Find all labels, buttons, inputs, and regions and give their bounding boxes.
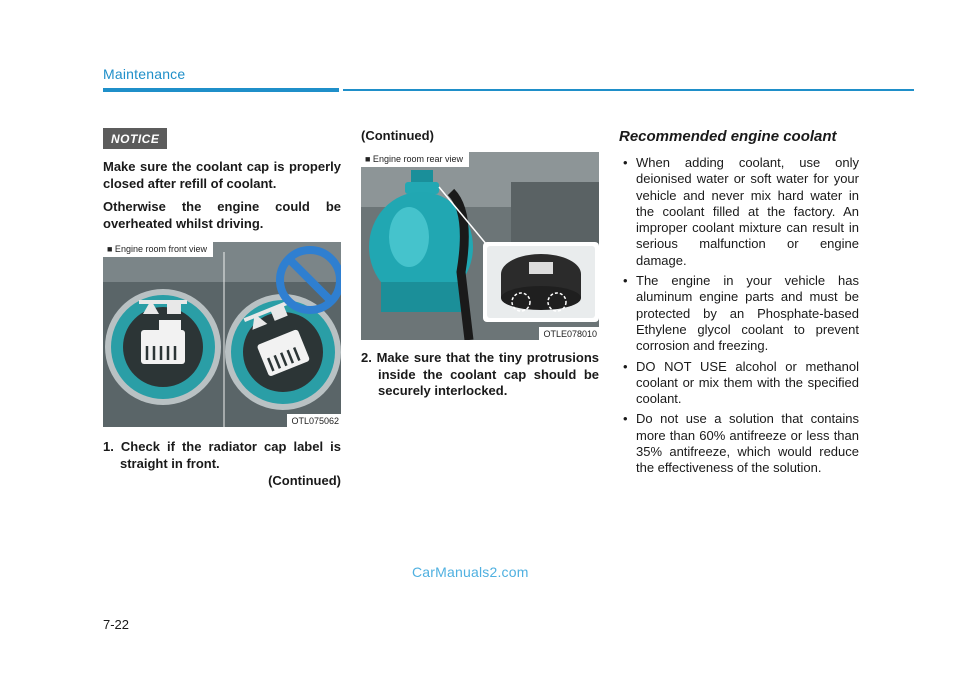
list-item: • Do not use a solution that contains more than 60% antifreeze or less than 35% antifreeze, which would reduce the effectiveness of the solution. — [623, 411, 859, 476]
watermark-link[interactable]: CarManuals2.com — [412, 564, 529, 580]
step-2-text: 2. Make sure that the tiny protrusions inside the coolant cap should be securely interlocked. — [361, 350, 599, 398]
header-rule-thin — [343, 89, 914, 91]
continued-title: (Continued) — [361, 128, 434, 143]
figure-caption: ■ Engine room front view — [103, 242, 213, 257]
step-1-text: 1. Check if the radiator cap label is straight in front. — [103, 439, 341, 471]
figure-engine-rear — [361, 152, 599, 340]
figure-caption: ■ Engine room rear view — [361, 152, 469, 167]
notice-text-1: Make sure the coolant cap is properly closed after refill of coolant. — [103, 159, 341, 191]
column-left — [103, 128, 341, 488]
continued-label: (Continued) — [268, 473, 341, 488]
coolant-bullet-list — [619, 155, 859, 477]
section-heading: Recommended engine coolant — [619, 128, 837, 145]
figure-code: OTL075062 — [287, 414, 341, 427]
column-middle — [361, 128, 599, 400]
notice-text-2: Otherwise the engine could be overheated whilst driving. — [103, 199, 341, 231]
list-item: • When adding coolant, use only deionised water or soft water for your vehicle and never mix hard water in the coolant filled at the factory. An improper coolant mixture can result in serious malfunction or engine damage. — [623, 155, 859, 268]
section-title: Maintenance — [103, 66, 186, 82]
figure-code: OTLE078010 — [539, 327, 599, 340]
header-rule-thick — [103, 88, 339, 92]
list-item: • The engine in your vehicle has aluminum engine parts and must be protected by an Phosphate-based Ethylene glycol coolant to prevent corrosion and freezing. — [623, 273, 859, 354]
figure-engine-front — [103, 242, 341, 427]
notice-badge: NOTICE — [103, 128, 167, 149]
list-item: • DO NOT USE alcohol or methanol coolant or mix them with the specified coolant. — [623, 358, 859, 407]
radiator-cap-illustration — [103, 242, 341, 427]
page-number: 7-22 — [103, 617, 130, 632]
coolant-reservoir-illustration — [361, 152, 599, 340]
column-right — [619, 128, 859, 481]
